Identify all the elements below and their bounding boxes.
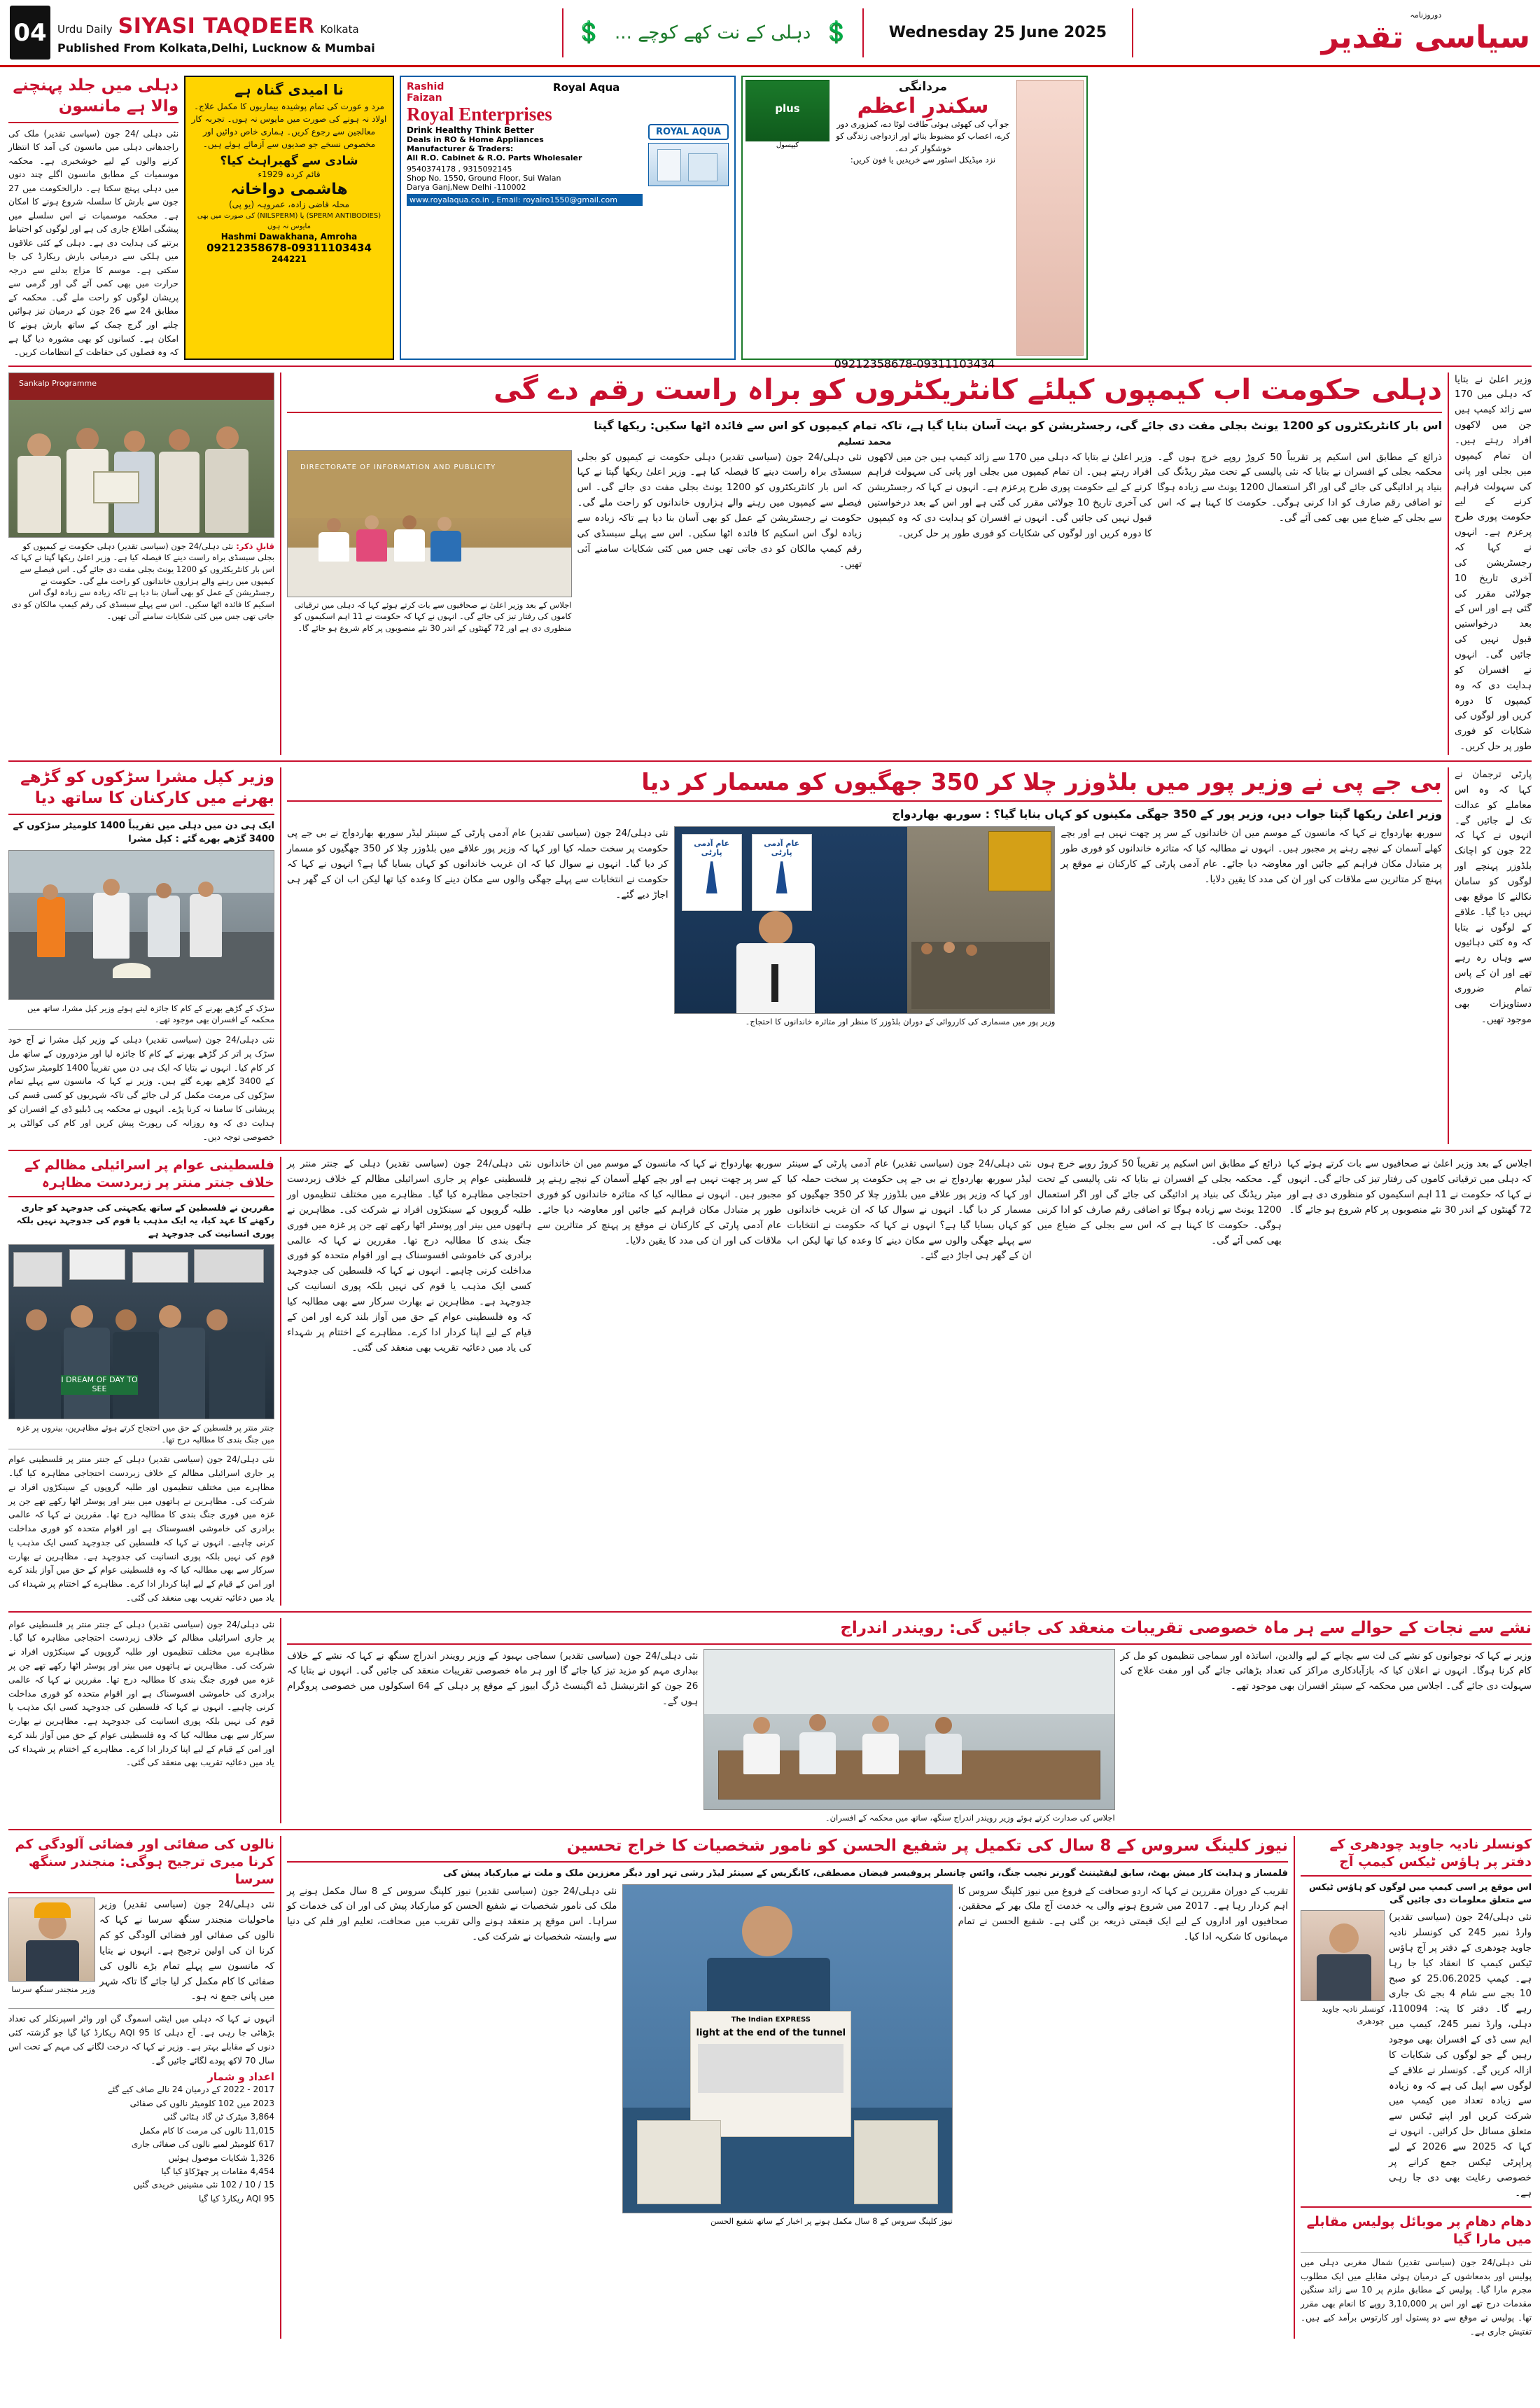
rule-2 bbox=[8, 1029, 274, 1030]
subheadline: فلمساز و ہدایت کار میش بھٹ، سابق لیفٹیننٹ گورنر نجیب جنگ، وائس چانسلر پروفیسر فیضان مصطفی، کانگریس کے سینئر لیڈر رشی تہر اور دیگر معززین ملک و ملت نے مبارکباد پیش کی bbox=[443, 1868, 1288, 1879]
drain-body-2: انہوں نے کہا کہ دہلی میں اینٹی اسموگ گن اور واٹر اسپرنکلر کی تعداد بڑھائی جا رہی ہے۔ آج دہلی کا AQI 95 ریکارڈ کیا گیا جو گزشتہ کئی دنوں کے مقابلے بہتر ہے۔ وزیر نے کہا کہ درخت لگانے کی مہم کے تحت اس سال 70 لاکھ پودے لگائے جائیں گے۔ bbox=[8, 2014, 274, 2066]
vrule-7 bbox=[280, 1836, 281, 2339]
aap-press-photo-wrap bbox=[674, 826, 1056, 1028]
ad-clinic-sub: محلہ قاضی زادہ، عمروہہ (یو پی) bbox=[228, 200, 350, 209]
subheadline: وزیر اعلیٰ ریکھا گپتا جواب دیں، وزیر پور کے 350 جھگی مکینوں کو کہاں بنایا گیا؟ : سوربھ بھاردواج bbox=[892, 807, 1442, 821]
body-text: نئی دہلی/24 جون (سیاسی تقدیر) دہلی کے جنتر منتر پر فلسطینی عوام پر جاری اسرائیلی مظالم کے خلاف زبردست احتجاجی مظاہرہ کیا گیا۔ مظاہرے میں مختلف تنظیموں اور طلبہ گروپوں کے سینکڑوں افراد نے شرکت کی۔ مظاہرین نے ہاتھوں میں بینر اور پوسٹر اٹھا رکھے تھے جن پر غزہ میں فوری جنگ بندی کا مطالبہ درج تھا۔ مقررین نے کہا کہ عالمی برادری کی خاموشی افسوسناک ہے اور اقوام متحدہ کو فوری مداخلت کرنی چاہیے۔ انہوں نے کہا کہ فلسطین کی جدوجہد کسی ایک مذہب یا قوم کی نہیں بلکہ پوری انسانیت کی جدوجہد ہے۔ مظاہرین نے بھارت سرکار سے بھی مطالبہ کیا کہ وہ فلسطینی عوام کے حق میں آواز بلند کرے اور امن کے قیام کے لیے اپنا کردار ادا کرے۔ مظاہرے کے اختتام پر شہداء کی یاد میں دعائیہ تقریب بھی منعقد کی گئی۔ bbox=[8, 1454, 274, 1603]
subheadline: اس بار کانٹریکٹروں کو 1200 یونٹ بجلی مفت دی جائے گی، رجسٹریشن کو بہت آسان بنایا گیا ہے، تاکہ تمام کیمپوں کو اس سے فائدہ اٹھا سکیں: ریکھا گپتا bbox=[594, 418, 1442, 432]
counsellor-subheadline: اس موقع پر اسی کیمپ میں لوگوں کو ہاؤس ٹیکس سے متعلق معلومات دی جائیں گی bbox=[1309, 1881, 1532, 1905]
urdu-daily-label: Urdu Daily bbox=[57, 22, 113, 36]
subheadline: مقررین نے فلسطین کے ساتھ یکجہتی کی جدوجہد کو جاری رکھنے کا عہد کیا، یہ ایک مذہب یا قوم کی جدوجہد نہیں بلکہ پوری انسانیت کی جدوجہد ہے bbox=[16, 1202, 274, 1239]
caption-text: نئی دہلی/24 جون (سیاسی تقدیر) دہلی حکومت نے کیمپوں کو بجلی سبسڈی براہ راست دینے کا فیصلہ کیا ہے۔ وزیر اعلیٰ ریکھا گپتا نے کہا کہ اس بار کانٹریکٹروں کو 1200 یونٹ بجلی مفت دی جائے گی۔ اس فیصلے سے کیمپوں میں رہنے والے ہزاروں خاندانوں کو راحت ملے گی۔ حکومت نے رجسٹریشن کے عمل کو بھی آسان بنا دیا ہے تاکہ زیادہ سے زیادہ لوگ اس اسکیم کا فائدہ اٹھا سکیں۔ اس سے پہلے سبسڈی کی رقم کیمپ مالکان کو دی جاتی تھی جس میں کئی شکایات سامنے آئی تھیں۔ bbox=[10, 541, 274, 621]
stat-item: 4,454 مقامات پر چھڑکاؤ کیا گیا bbox=[161, 2166, 274, 2176]
top-row bbox=[8, 76, 1532, 370]
vrule-8 bbox=[1294, 1836, 1295, 2339]
fifth-row bbox=[8, 1618, 1532, 1824]
counsellor-body: نئی دہلی/24 جون (سیاسی تقدیر) وارڈ نمبر 245 کی کونسلر نادیہ جاوید چودھری کے دفتر پر آج ہاؤس ٹیکس کیمپ کا انعقاد کیا جا رہا ہے۔ کیمپ 25.06.2025 کو صبح 10 بجے سے شام 4 بجے تک جاری رہے گا۔ دفتر کا پتہ: 110094، دہلی، وارڈ نمبر 245، کیمپ میں ایم سی ڈی کے افسران بھی موجود رہیں گے جو لوگوں کی شکایات کا ازالہ کریں گے۔ کونسلر نے علاقے کے لوگوں سے اپیل کی ہے کہ وہ زیادہ سے زیادہ تعداد میں کیمپ میں شرکت کریں اور اپنے ٹیکس سے متعلق مسائل حل کرائیں۔ انہوں نے کہا کہ 2025 سے 2026 کے لیے پراپرٹی ٹیکس جمع کرانے پر خصوصی رعایت بھی دی جا رہی ہے۔ bbox=[1389, 1912, 1532, 2199]
masthead-center bbox=[379, 0, 1316, 65]
ad-mfg: Manufacturer & Traders: bbox=[407, 144, 514, 153]
ad-desc: جو آپ کی کھوئی ہوئی طاقت لوٹا دے، کمزوری دور کرے، اعصاب کو مضبوط بنائے اور ازدواجی زندگی کو خوشگوار کر دے۔ bbox=[836, 119, 1010, 153]
brand-top: Royal Aqua bbox=[553, 81, 620, 94]
express-story bbox=[287, 1836, 1288, 2339]
drain-body-1: نئی دہلی/24 جون (سیاسی تقدیر) وزیر ماحولیات منجندر سنگھ سرسا نے کہا کہ نالوں کی صفائی اور فضائی آلودگی کو کم کرنا ان کی اولین ترجیح ہے۔ انہوں نے بتایا کہ مانسون سے پہلے تمام بڑے نالوں کی صفائی کا کام مکمل کر لیا جائے گا تاکہ شہر میں پانی جمع نہ ہو۔ bbox=[99, 1899, 274, 2003]
subheadline: ایک ہی دن میں دہلی میں تقریباً 1400 کلومیٹر سڑکوں کے 3400 گڑھے بھرے گئے : کپل مشرا bbox=[13, 820, 274, 845]
stats-title: اعداد و شمار bbox=[207, 2071, 274, 2084]
minister-portrait bbox=[8, 1898, 95, 1982]
row-rule-4 bbox=[8, 1611, 1532, 1613]
logo-subtitle: دوروزنامہ bbox=[1410, 10, 1442, 20]
rule bbox=[287, 1861, 1288, 1863]
vrule-1 bbox=[280, 373, 281, 755]
bjp-story bbox=[287, 767, 1442, 1144]
column-strip-title: دہلی کے نت کھے کوچے ... bbox=[615, 22, 811, 43]
second-row bbox=[8, 373, 1532, 755]
express-col-1: نئی دہلی/24 جون (سیاسی تقدیر) نیوز کلپنگ سروس کے 8 سال مکمل ہونے پر ملک کی نامور شخصیات نے شفیع الحسن کو مبارکباد پیش کی اور ان کی خدمات کو سراہا۔ اس موقع پر منعقد ہونے والی تقریب میں صحافت، تعلیم اور فلم کی دنیا سے وابستہ شخصیات نے شرکت کی۔ bbox=[287, 1885, 617, 1943]
divider bbox=[562, 8, 564, 57]
rule bbox=[287, 1643, 1532, 1645]
photo-caption: نیوز کلپنگ سروس کے 8 سال مکمل ہونے پر اخبار کے ساتھ شفیع الحسن bbox=[710, 2215, 953, 2226]
newspaper-nameplate: The Indian EXPRESS bbox=[731, 2015, 811, 2024]
couple-photo bbox=[1016, 80, 1084, 356]
ad-lines: مرد و عورت کی تمام پوشیدہ بیماریوں کا مکمل علاج۔ اولاد نہ ہونے کی صورت میں مایوس نہ ہوں۔ تجربہ کار معالجین سے رجوع کریں۔ ہماری خاص دوائیں اور مخصوص نسخے جو صدیوں سے آزمائے ہوئے ہیں۔ bbox=[191, 102, 387, 149]
news-headline: light at the end of the tunnel bbox=[696, 2027, 846, 2038]
headline: نشے سے نجات کے حوالے سے ہر ماہ خصوصی تقریبات منعقد کی جائیں گی: رویندر اندراج bbox=[840, 1618, 1532, 1637]
stat-item: 2023 میں 102 کلومیٹر نالوں کی صفائی bbox=[130, 2098, 274, 2108]
lead-continuation: ذرائع کے مطابق اس اسکیم پر تقریباً 50 کروڑ روپے خرچ ہوں گے۔ محکمہ بجلی کے افسران نے بتایا کہ نئی پالیسی کے تحت میٹر ریڈنگ کی بنیاد پر ادائیگی کی جائے گی اور اگر استعمال 1200 یونٹ سے زیادہ ہوگا تو اضافی رقم صارف کو ادا کرنی ہوگی۔ حکومت کا کہنا ہے کہ اس سے بجلی کے ضیاع میں بھی کمی آئے گی۔ bbox=[1037, 1158, 1282, 1246]
byline: محمد تسلیم bbox=[837, 436, 892, 447]
third-row bbox=[8, 767, 1532, 1144]
ad-phone: 09212358678-09311103434 bbox=[206, 242, 372, 254]
palestine-tail-text: نئی دہلی/24 جون (سیاسی تقدیر) دہلی کے جنتر منتر پر فلسطینی عوام پر جاری اسرائیلی مظالم کے خلاف زبردست احتجاجی مظاہرہ کیا گیا۔ مظاہرے میں مختلف تنظیموں اور طلبہ گروپوں کے سینکڑوں افراد نے شرکت کی۔ مظاہرین نے ہاتھوں میں بینر اور پوسٹر اٹھا رکھے تھے جن پر غزہ میں فوری جنگ بندی کا مطالبہ درج تھا۔ مقررین نے کہا کہ عالمی برادری کی خاموشی افسوسناک ہے اور اقوام متحدہ کو فوری مداخلت کرنی چاہیے۔ انہوں نے کہا کہ فلسطین کی جدوجہد کسی ایک مذہب یا قوم کی نہیں بلکہ پوری انسانیت کی جدوجہد ہے۔ مظاہرین نے بھارت سرکار سے بھی مطالبہ کیا کہ وہ فلسطینی عوام کے حق میں آواز بلند کرے اور امن کے قیام کے لیے اپنا کردار ادا کرے۔ مظاہرے کے اختتام پر شہداء کی یاد میں دعائیہ تقریب بھی منعقد کی گئی۔ bbox=[8, 1619, 274, 1768]
bjp-continuation: سوربھ بھاردواج نے کہا کہ مانسون کے موسم میں ان خاندانوں کے سر پر چھت نہیں ہے اور بچے کھلے آسمان کے نیچے رہنے پر مجبور ہیں۔ انہوں نے مطالبہ کیا کہ متاثرہ خاندانوں کو فوری طور پر متبادل مکان فراہم کیے جائیں اور معاوضہ دیا جائے۔ عام آدمی پارٹی کے کارکنان نے موقع پر پہنچ کر متاثرین سے ملاقات کی اور ان کی مدد کا یقین دلایا۔ bbox=[537, 1158, 782, 1246]
bjp-col-1: نئی دہلی/24 جون (سیاسی تقدیر) عام آدمی پارٹی کے سینئر لیڈر سوربھ بھاردواج نے بی جے پی حکومت پر سخت حملہ کیا اور کہا کہ وزیر پور علاقے میں بلڈوزر چلا کر 350 جھگیوں کو مسمار کر دیا گیا۔ انہوں نے سوال کیا کہ ان غریب خاندانوں کو کہاں بسایا گیا ہے؟ انہوں نے کہا کہ حکومت نے انتخابات سے پہلے جھگی والوں سے مکان دینے کا وعدہ کیا تھا لیکن اب ان کے گھر ہی اجاڑ دیے گئے۔ bbox=[287, 828, 668, 900]
lead-col-3: ذرائع کے مطابق اس اسکیم پر تقریباً 50 کروڑ روپے خرچ ہوں گے۔ محکمہ بجلی کے افسران نے بتایا کہ نئی پالیسی کے تحت میٹر ریڈنگ کی بنیاد پر ادائیگی کی جائے گی اور اگر استعمال 1200 یونٹ سے زیادہ ہوگا تو اضافی رقم صارف کو ادا کرنی ہوگی۔ حکومت کا کہنا ہے کہ اس سے بجلی کے ضیاع میں بھی کمی آئے گی۔ bbox=[1157, 451, 1442, 524]
road-repair-photo bbox=[8, 850, 274, 1000]
row-rule-2 bbox=[8, 760, 1532, 762]
headline: وزیر کپل مشرا سڑکوں کو گڑھے بھرنے میں کارکنان کا ساتھ دیا bbox=[20, 768, 274, 807]
owner-name-2: Faizan bbox=[407, 92, 442, 104]
rule bbox=[8, 1196, 274, 1197]
rule-3 bbox=[1301, 2252, 1532, 2253]
stat-item: 11,015 نالوں کی مرمت کا کام مکمل bbox=[139, 2125, 274, 2136]
left-photo-column bbox=[8, 373, 274, 755]
ad-royal-enterprises bbox=[400, 76, 736, 360]
headline: نیوز کلینگ سروس کے 8 سال کی تکمیل پر شفیع الحسن کو نامور شخصیات کا خراج تحسین bbox=[566, 1837, 1288, 1856]
stat-item: 617 کلومیٹر لمبے نالوں کی صفائی جاری bbox=[131, 2139, 274, 2150]
paper-name: SIYASI TAQDEER bbox=[118, 13, 315, 39]
ad-headline2: شادی سے گھبراہٹ کیا؟ bbox=[220, 154, 358, 168]
photo-caption: وزیر پور میں مسماری کی کارروائی کے دوران بلڈوزر کا منظر اور متاثرہ خاندانوں کا احتجاج۔ bbox=[745, 1017, 1056, 1027]
rule bbox=[287, 412, 1442, 413]
caption-kicker: قابلِ ذکر: bbox=[233, 541, 274, 551]
ad-hashmi-dawakhana bbox=[184, 76, 394, 360]
vrule-3 bbox=[280, 767, 281, 1144]
express-photo-wrap bbox=[622, 1884, 952, 2227]
photo-caption: جنتر منتر پر فلسطین کے حق میں احتجاج کرتے ہوئے مظاہرین، بینروں پر غزہ میں جنگ بندی کا مطالبہ درج تھا۔ bbox=[16, 1422, 274, 1445]
vrule-6 bbox=[280, 1618, 281, 1824]
page-number: 04 bbox=[10, 6, 50, 60]
meeting-photo-wrap bbox=[704, 1649, 1114, 1824]
bjp-col-3: پارٹی ترجمان نے کہا کہ وہ اس معاملے کو عدالت تک لے جائیں گے۔ انہوں نے کہا کہ 22 جون کو اچانک بلڈوزر پہنچے اور لوگوں کو سامان نکالنے کا موقع بھی نہیں دیا گیا۔ علاقے کے لوگوں نے بتایا کہ وہ کئی دہائیوں سے وہاں رہ رہے تھے اور ان کے پاس تمام ضروری دستاویزات بھی موجود تھیں۔ bbox=[1455, 769, 1532, 1025]
stat-item: AQI 95 ریکارڈ کیا گیا bbox=[198, 2193, 274, 2204]
ad-website[interactable]: www.royalaqua.co.in , Email: royalro1550@gmail.com bbox=[407, 194, 643, 206]
vrule-4 bbox=[1448, 767, 1449, 1144]
rule bbox=[287, 800, 1442, 802]
stat-item: 1,326 شکایات موصول ہوئیں bbox=[168, 2152, 274, 2163]
nasha-col-2: وزیر نے کہا کہ نوجوانوں کو نشے کی لت سے بچانے کے لیے والدین، اساتذہ اور سماجی تنظیموں کو مل کر کام کرنا ہوگا۔ انہوں نے اعلان کیا کہ بازآبادکاری مراکز کی تعداد بڑھائی جائے گی اور مفت علاج کی سہولت دی جائے گی۔ اجلاس میں محکمہ کے سینئر افسران بھی موجود تھے۔ bbox=[1120, 1650, 1532, 1692]
protest-photo: I DREAM OF DAY TO SEE bbox=[8, 1244, 274, 1419]
express-col-2: تقریب کے دوران مقررین نے کہا کہ اردو صحافت کے فروغ میں نیوز کلپنگ سروس کا اہم کردار رہا ہے۔ 2017 میں شروع ہونے والی یہ خدمت آج ملک بھر کے محققین، صحافیوں اور اداروں کے لیے ایک قیمتی ذریعہ بن گئی ہے۔ شفیع الحسن نے تمام مہمانوں کا شکریہ ادا کیا۔ bbox=[958, 1885, 1288, 1943]
capsule-label: کیپسول bbox=[776, 141, 799, 149]
palestine-tail bbox=[8, 1618, 274, 1824]
photo-caption: سڑک کے گڑھے بھرنے کے کام کا جائزہ لیتے ہوئے وزیر کپل مشرا، ساتھ میں محکمہ کے افسران بھی موجود تھے۔ bbox=[27, 1003, 274, 1025]
photo-caption bbox=[8, 541, 274, 622]
press-conference-photo-wrap bbox=[287, 450, 572, 634]
ad-brand: سکندرِ اعظم bbox=[857, 94, 989, 118]
headline: دہلی حکومت اب کیمپوں کیلئے کانٹریکٹروں کو براہ راست رقم دے گی bbox=[493, 373, 1442, 406]
ad-kicker: مردانگی bbox=[898, 80, 948, 94]
lead-continuation-2: اجلاس کے بعد وزیر اعلیٰ نے صحافیوں سے بات کرتے ہوئے کہا کہ دہلی میں ترقیاتی کاموں کی رفتار تیز کی جائے گی۔ انہوں نے کہا کہ حکومت نے 11 اہم اسکیموں کو منظوری دی ہے اور 72 گھنٹوں کے اندر 30 نئے منصوبوں پر کام شروع ہو جائے گا۔ bbox=[1287, 1158, 1532, 1216]
drain-story bbox=[8, 1836, 274, 2339]
masthead bbox=[0, 0, 1540, 67]
body-text: نئی دہلی/24 جون (سیاسی تقدیر) دہلی کے وزیر کپل مشرا نے آج خود سڑک پر اتر کر گڑھے بھرنے کے کام کا جائزہ لیا اور مزدوروں کے ساتھ مل کر کام کیا۔ انہوں نے بتایا کہ ایک ہی دن میں تقریباً 1400 کلومیٹر سڑکوں کے 3400 گڑھے بھرے گئے ہیں۔ وزیر نے کہا کہ مانسون سے پہلے تمام سڑکوں کی مرمت مکمل کر لی جائے گی تاکہ شہریوں کو کسی قسم کی پریشانی کا سامنا نہ کرنا پڑے۔ انہوں نے محکمہ پی ڈبلیو ڈی کے افسران کو ہدایت دی کہ وہ روزانہ کی رپورٹ پیش کریں اور کام کی کوالٹی پر خصوصی توجہ دیں۔ bbox=[8, 1035, 274, 1142]
rule bbox=[1301, 1875, 1532, 1877]
lead-story bbox=[287, 373, 1442, 755]
right-column bbox=[1301, 1836, 1532, 2339]
photo-caption: وزیر منجندر سنگھ سرسا bbox=[11, 1984, 95, 1995]
divider-3 bbox=[1132, 8, 1133, 57]
bjp-col-2: سوربھ بھاردواج نے کہا کہ مانسون کے موسم میں ان خاندانوں کے سر پر چھت نہیں ہے اور بچے کھلے آسمان کے نیچے رہنے پر مجبور ہیں۔ انہوں نے مطالبہ کیا کہ متاثرہ خاندانوں کو فوری طور پر متبادل مکان فراہم کیے جائیں اور معاوضہ دیا جائے۔ عام آدمی پارٹی کے کارکنان نے موقع پر پہنچ کر متاثرین سے ملاقات کی اور ان کی مدد کا یقین دلایا۔ bbox=[1060, 828, 1443, 885]
stat-item: 15 / 10 / 102 نئی مشینیں خریدی گئیں bbox=[133, 2180, 274, 2190]
masthead-left bbox=[55, 0, 379, 65]
lead-col-1: نئی دہلی/24 جون (سیاسی تقدیر) دہلی حکومت نے کیمپوں کو بجلی سبسڈی براہ راست دینے کا فیصلہ کیا ہے۔ وزیر اعلیٰ ریکھا گپتا نے کہا کہ اس بار کانٹریکٹروں کو 1200 یونٹ بجلی مفت دی جائے گی۔ اس فیصلے سے کیمپوں میں رہنے والے ہزاروں خاندانوں کو راحت ملے گی۔ حکومت نے رجسٹریشن کے عمل کو بھی آسان بنا دیا ہے تاکہ زیادہ سے زیادہ لوگ اس اسکیم کا فائدہ اٹھا سکیں۔ اس سے پہلے سبسڈی کی رقم کیمپ مالکان کو دی جاتی تھی جس میں کئی شکایات سامنے آئی تھیں۔ bbox=[577, 451, 862, 570]
ad-phone2: 244221 bbox=[271, 254, 307, 264]
ad-title: Royal Enterprises bbox=[407, 104, 552, 125]
product-pack-image bbox=[746, 80, 830, 141]
royal-aqua-badge: ROYAL AQUA bbox=[648, 124, 729, 140]
vrule-5 bbox=[280, 1157, 281, 1605]
lead-col-4: وزیر اعلیٰ نے بتایا کہ دہلی میں 170 سے زائد کیمپ ہیں جن میں لاکھوں افراد رہتے ہیں۔ ان تمام کیمپوں میں بجلی اور پانی کی سہولت فراہم کرنے کے لیے حکومت پوری طرح پرعزم ہے۔ انہوں نے کہا کہ رجسٹریشن کی آخری تاریخ 10 جولائی مقرر کی گئی ہے اور اس کے بعد درخواستیں قبول نہیں کی جائیں گی۔ انہوں نے افسران کو ہدایت دی کہ وہ کیمپوں کا دورہ کریں اور لوگوں کی شکایات کو فوری طور پر حل کریں۔ bbox=[1455, 373, 1532, 753]
photo-caption: اجلاس کے بعد وزیر اعلیٰ نے صحافیوں سے بات کرتے ہوئے کہا کہ دہلی میں ترقیاتی کاموں کی رفتار تیز کی جائے گی۔ انہوں نے کہا کہ حکومت نے 11 اہم اسکیموں کو منظوری دی ہے اور 72 گھنٹوں کے اندر 30 نئے منصوبوں پر کام شروع ہو جائے گا۔ bbox=[293, 599, 572, 633]
ad-clinic-name: ھاشمی دواخانہ bbox=[230, 181, 348, 198]
logo-urdu: سیاسی تقدیر bbox=[1321, 19, 1530, 55]
row-rule-3 bbox=[8, 1150, 1532, 1151]
counsellor-headline: کونسلر نادیہ جاوید چودھری کے دفتر پر ہاؤس ٹیکس کیمپ آج bbox=[1329, 1837, 1532, 1870]
masthead-logo bbox=[1316, 0, 1540, 65]
divider-2 bbox=[862, 8, 864, 57]
police-headline: دھام دھام پر موبائل پولیس مقابلے میں مارا گیا bbox=[1306, 2214, 1532, 2248]
lead-col-2: وزیر اعلیٰ نے بتایا کہ دہلی میں 170 سے زائد کیمپ ہیں جن میں لاکھوں افراد رہتے ہیں۔ ان تمام کیمپوں میں بجلی اور پانی کی سہولت فراہم کرنے کے لیے حکومت پوری طرح پرعزم ہے۔ انہوں نے کہا کہ رجسٹریشن کی آخری تاریخ 10 جولائی مقرر کی گئی ہے اور اس کے بعد درخواستیں قبول نہیں کی جائیں گی۔ انہوں نے افسران کو ہدایت دی کہ وہ کیمپوں کا دورہ کریں اور لوگوں کی شکایات کو فوری طور پر حل کریں۔ bbox=[867, 451, 1152, 539]
ad-sikandar-e-azam bbox=[741, 76, 1088, 370]
fourth-row bbox=[8, 1157, 1532, 1605]
published-line: Published From Kolkata,Delhi, Lucknow & Mumbai bbox=[57, 41, 375, 55]
ad-address-1: Shop No. 1550, Ground Floor, Sui Walan bbox=[407, 174, 561, 183]
headline: فلسطینی عوام پر اسرائیلی مظالم کے خلاف جنتر منتر پر زبردست مظاہرہ bbox=[24, 1157, 274, 1190]
headline: نالوں کی صفائی اور فضائی آلودگی کم کرنا میری ترجیح ہوگی: منجندر سنگھ سرسا bbox=[15, 1837, 274, 1887]
photo-caption: کونسلر نادیہ جاوید چودھری bbox=[1322, 2004, 1385, 2026]
ad-tagline: Drink Healthy Think Better bbox=[407, 125, 534, 135]
ad-phone: 9540374178 , 9315092145 bbox=[407, 165, 512, 174]
aap-poster-text: عام آدمی پارٹی bbox=[694, 839, 730, 858]
shafi-ul-hasan-photo bbox=[622, 1884, 952, 2213]
top-left-article bbox=[8, 76, 178, 360]
rule-2 bbox=[8, 2008, 274, 2009]
sixth-row bbox=[8, 1836, 1532, 2339]
row-rule-5 bbox=[8, 1829, 1532, 1830]
police-body: نئی دہلی/24 جون (سیاسی تقدیر) شمال مغربی دہلی میں پولیس اور بدمعاشوں کے درمیان ہوئی مقابلے میں ایک مطلوب مجرم مارا گیا۔ پولیس کے مطابق ملزم پر 10 سے زائد سنگین مقدمات درج تھے اور اس پر 3,10,000 روپے کا انعام بھی مقرر تھا۔ پولیس نے موقع سے دو پستول اور کارتوس برآمد کیے ہیں۔ تفتیش جاری ہے۔ bbox=[1301, 2257, 1532, 2337]
vrule-2 bbox=[1448, 373, 1449, 755]
counsellor-portrait bbox=[1301, 1910, 1385, 2001]
plus-badge: plus bbox=[775, 102, 800, 115]
owner-name-1: Rashid bbox=[407, 81, 444, 92]
body-text: نئی دہلی /24 جون (سیاسی تقدیر) ملک کی راجدھانی دہلی میں مانسون کی آمد کا انتظار کرنے والوں کے لیے خوشخبری ہے۔ محکمہ موسمیات کے مطابق مانسون اگلے چند دنوں میں دہلی پہنچ سکتا ہے۔ دارالحکومت میں 27 جون سے بارش کا سلسلہ شروع ہونے کا امکان ہے۔ محکمہ موسمیات نے اس سلسلے میں پیشگی اطلاع جاری کی ہے اور لوگوں کو احتیاط برتنے کی ہدایت دی ہے۔ دہلی کے کئی علاقوں میں ہلکی سے درمیانی بارش ریکارڈ کی جا سکتی ہے۔ موسم کا مزاج بدلنے سے درجہ حرارت میں بھی کمی آئے گی اور گرمی سے پریشان لوگوں کو راحت ملے گی۔ محکمہ کے مطابق 24 سے 26 جون کے درمیان تیز ہوائیں چلنے اور گرج چمک کے ساتھ بارش ہونے کا امکان ہے۔ کسانوں کو بھی مشورہ دیا گیا ہے کہ وہ فصلوں کی حفاظت کے انتظامات کریں۔ bbox=[8, 128, 179, 358]
ad-name-en: Hashmi Dawakhana, Amroha bbox=[220, 232, 358, 242]
rule bbox=[8, 814, 274, 815]
stat-item: 2017 - 2022 کے درمیان 24 نالے صاف کیے گئے bbox=[107, 2085, 274, 2095]
aap-press-photo: عام آدمی پارٹی عام آدمی پارٹی bbox=[674, 826, 1056, 1014]
dollar-icon: 💲 bbox=[575, 20, 603, 45]
headline: بی جے پی نے وزیر پور میں بلڈوزر چلا کر 350 جھگیوں کو مسمار کر دیا bbox=[641, 768, 1442, 796]
kapil-story bbox=[8, 767, 274, 1144]
palestine-story bbox=[8, 1157, 274, 1605]
city-label: Kolkata bbox=[320, 22, 359, 36]
ad-buy-line: نزد میڈیکل اسٹور سے خریدیں یا فون کریں: bbox=[850, 154, 996, 165]
nasha-col-1: نئی دہلی/24 جون (سیاسی تقدیر) سماجی بہبود کے وزیر رویندر اندراج سنگھ نے کہا کہ نشے کے خلاف بیداری مہم کو مزید تیز کیا جائے گا اور ہر ماہ خصوصی تقریبات منعقد کی جائیں گی۔ انہوں نے بتایا کہ 26 جون کو انٹرنیشنل ڈے اگینسٹ ڈرگ ابیوز کے موقع پر دہلی کے 64 اسکولوں میں خصوصی پروگرام ہوں گے۔ bbox=[287, 1650, 699, 1708]
ad-title: نا امیدی گناہ ہے bbox=[234, 81, 344, 98]
palestine-col-2: نئی دہلی/24 جون (سیاسی تقدیر) دہلی کے جنتر منتر پر فلسطینی عوام پر جاری اسرائیلی مظالم کے خلاف زبردست احتجاجی مظاہرہ کیا گیا۔ مظاہرے میں مختلف تنظیموں اور طلبہ گروپوں کے سینکڑوں افراد نے شرکت کی۔ مظاہرین نے ہاتھوں میں بینر اور پوسٹر اٹھا رکھے تھے جن پر غزہ میں فوری جنگ بندی کا مطالبہ درج تھا۔ مقررین نے کہا کہ عالمی برادری کی خاموشی افسوسناک ہے اور اقوام متحدہ کو فوری مداخلت کرنی چاہیے۔ انہوں نے کہا کہ فلسطین کی جدوجہد کسی ایک مذہب یا قوم کی نہیں بلکہ پوری انسانیت کی جدوجہد ہے۔ مظاہرین نے بھارت سرکار سے بھی مطالبہ کیا کہ وہ فلسطینی عوام کے حق میں آواز بلند کرے اور امن کے قیام کے لیے اپنا کردار ادا کرے۔ مظاہرے کے اختتام پر شہداء کی یاد میں دعائیہ تقریب بھی منعقد کی گئی۔ bbox=[287, 1158, 532, 1353]
rule-2 bbox=[1301, 2206, 1532, 2208]
nasha-story bbox=[287, 1618, 1532, 1824]
ad-sperm-note: (SPERM ANTIBODIES) یا (NILSPERM) کی صورت میں بھی مایوس نہ ہوں bbox=[197, 212, 382, 230]
mid-stack bbox=[287, 1157, 1532, 1605]
ad-address-2: Darya Ganj,New Delhi -110002 bbox=[407, 183, 526, 192]
issue-date: Wednesday 25 June 2025 bbox=[888, 24, 1107, 41]
stats-list bbox=[8, 2083, 274, 2206]
ad-since: قائم کردہ 1929ء bbox=[258, 169, 321, 179]
rule bbox=[8, 122, 178, 123]
headline: دہلی میں جلد پہنچنے والا ہے مانسون bbox=[13, 76, 178, 116]
ad-phone: 09212358678-09311103434 bbox=[834, 356, 995, 370]
photo-caption: اجلاس کی صدارت کرتے ہوئے وزیر رویندر اندراج سنگھ، ساتھ میں محکمہ کے افسران۔ bbox=[825, 1812, 1115, 1823]
meeting-photo bbox=[704, 1649, 1114, 1810]
stat-item: 3,864 میٹرک ٹن گاد ہٹائی گئی bbox=[163, 2112, 274, 2122]
press-conference-photo: DIRECTORATE OF INFORMATION AND PUBLICITY bbox=[287, 450, 572, 597]
rule bbox=[8, 1892, 274, 1893]
dollar-icon-2: 💲 bbox=[823, 20, 850, 45]
bjp-continuation-2: نئی دہلی/24 جون (سیاسی تقدیر) عام آدمی پارٹی کے سینئر لیڈر سوربھ بھاردواج نے بی جے پی حکومت پر سخت حملہ کیا اور کہا کہ وزیر پور علاقے میں بلڈوزر چلا کر 350 جھگیوں کو مسمار کر دیا گیا۔ انہوں نے سوال کیا کہ ان غریب خاندانوں کو کہاں بسایا گیا ہے؟ انہوں نے کہا کہ حکومت نے انتخابات سے پہلے جھگی والوں سے مکان دینے کا وعدہ کیا تھا لیکن اب ان کے گھر ہی اجاڑ دیے گئے۔ bbox=[787, 1158, 1032, 1262]
ro-purifier-image bbox=[648, 143, 729, 186]
ad-parts: All R.O. Cabinet & R.O. Parts Wholesaler bbox=[407, 153, 582, 162]
award-ceremony-photo: Sankalp Programme bbox=[8, 373, 274, 538]
ad-deals: Deals in RO & Home Appliances bbox=[407, 135, 544, 144]
